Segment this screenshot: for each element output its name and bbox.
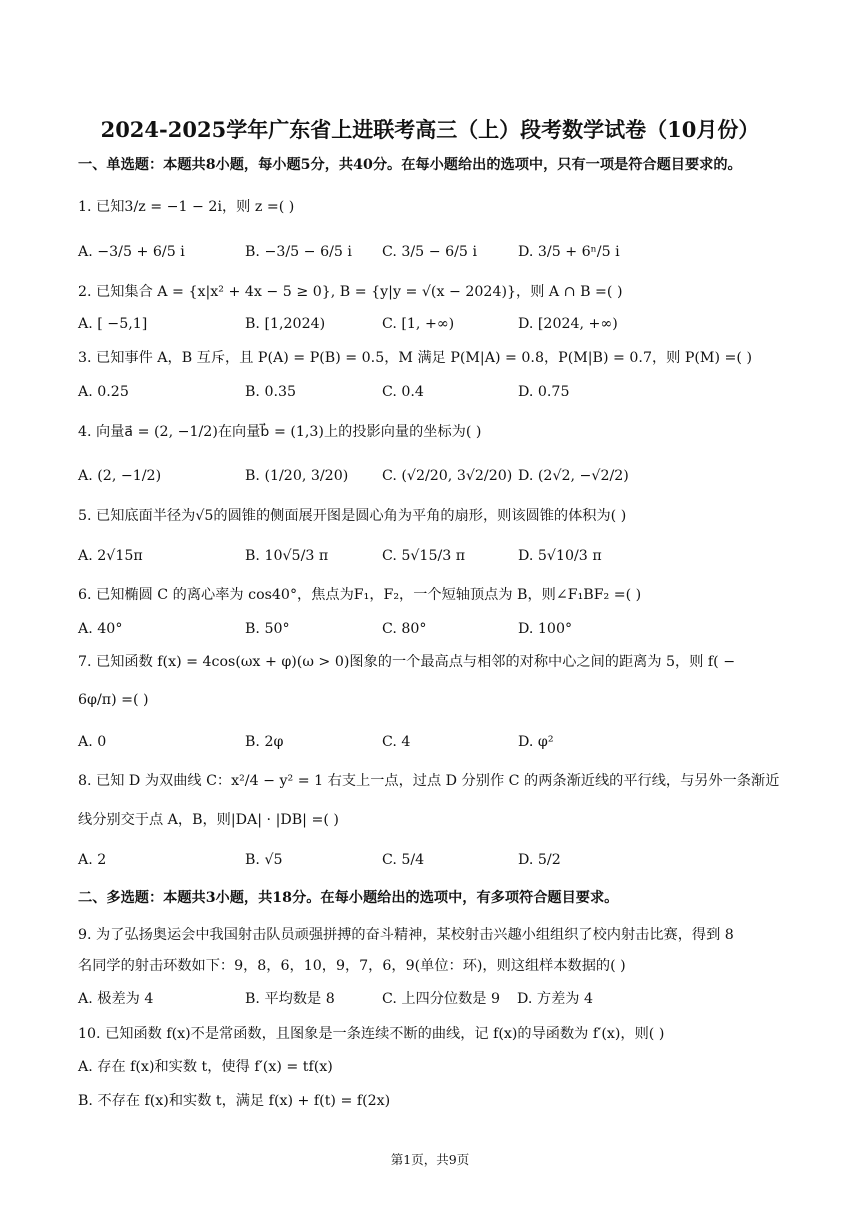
option-a: A. 存在 f(x)和实数 t，使得 f′(x) = tf(x) xyxy=(78,1059,333,1075)
option-a: A. (2, −1/2) xyxy=(78,468,162,484)
option-d: D. [2024, +∞) xyxy=(518,316,618,332)
option-c: C. [1, +∞) xyxy=(382,316,455,332)
option-b: B. 0.35 xyxy=(245,384,297,400)
option-a: A. [ −5,1] xyxy=(78,316,148,332)
option-b: B. 不存在 f(x)和实数 t，满足 f(x) + f(t) = f(2x) xyxy=(78,1093,391,1109)
question-stem: 4. 向量a⃗ = (2, −1/2)在向量b⃗ = (1,3)上的投影向量的坐标为( ) xyxy=(78,424,482,440)
option-d: D. 方差为 4 xyxy=(517,991,593,1007)
question-stem-continued: 名同学的射击环数如下：9，8，6，10，9，7，6，9(单位：环)，则这组样本数据的( ) xyxy=(78,958,626,974)
option-b: B. 50° xyxy=(245,621,290,637)
option-b: B. 平均数是 8 xyxy=(245,991,335,1007)
option-b: B. −3/5 − 6/5 i xyxy=(245,244,352,260)
question-stem: 6. 已知椭圆 C 的离心率为 cos40°，焦点为F₁，F₂，一个短轴顶点为 B，则∠F₁BF₂ =( ) xyxy=(78,587,642,603)
option-d: D. 0.75 xyxy=(518,384,570,400)
question-stem: 2. 已知集合 A = {x|x² + 4x − 5 ≥ 0}, B = {y|y = √(x − 2024)}，则 A ∩ B =( ) xyxy=(78,284,623,300)
question-stem: 1. 已知3/z = −1 − 2i，则 z =( ) xyxy=(78,199,295,215)
option-b: B. (1/20, 3/20) xyxy=(245,468,349,484)
question-stem: 7. 已知函数 f(x) = 4cos(ωx + φ)(ω > 0)图象的一个最高点与相邻的对称中心之间的距离为 5，则 f( − xyxy=(78,654,736,670)
question-stem: 10. 已知函数 f(x)不是常函数，且图象是一条连续不断的曲线，记 f(x)的导函数为 f′(x)，则( ) xyxy=(78,1026,665,1042)
option-a: A. 2 xyxy=(78,852,107,868)
option-a: A. 极差为 4 xyxy=(78,991,154,1007)
option-a: A. 0 xyxy=(78,734,107,750)
option-c: C. 0.4 xyxy=(382,384,424,400)
option-c: C. 5√15/3 π xyxy=(382,548,466,564)
option-a: A. 2√15π xyxy=(78,548,143,564)
option-c: C. (√2/20, 3√2/20) xyxy=(382,468,513,484)
option-d: D. 100° xyxy=(518,621,573,637)
option-c: C. 80° xyxy=(382,621,427,637)
question-stem: 9. 为了弘扬奥运会中我国射击队员顽强拼搏的奋斗精神，某校射击兴趣小组组织了校内射击比赛，得到 8 xyxy=(78,927,734,943)
option-c: C. 3/5 − 6/5 i xyxy=(382,244,477,260)
option-b: B. [1,2024) xyxy=(245,316,326,332)
section-multiple-choice: 二、多选题：本题共3小题，共18分。在每小题给出的选项中，有多项符合题目要求。 xyxy=(78,890,619,906)
option-c: C. 4 xyxy=(382,734,411,750)
option-d: D. φ² xyxy=(518,734,554,750)
exam-title: 2024-2025学年广东省上进联考高三（上）段考数学试卷（10月份） xyxy=(100,117,760,142)
option-d: D. 5/2 xyxy=(518,852,561,868)
question-stem: 3. 已知事件 A，B 互斥，且 P(A) = P(B) = 0.5，M 满足 P(M|A) = 0.8，P(M|B) = 0.7，则 P(M) =( ) xyxy=(78,350,752,366)
page-footer: 第1页，共9页 xyxy=(390,1152,470,1167)
option-d: D. 3/5 + 6ⁿ/5 i xyxy=(518,244,620,260)
option-d: D. 5√10/3 π xyxy=(518,548,602,564)
question-stem: 5. 已知底面半径为√5的圆锥的侧面展开图是圆心角为平角的扇形，则该圆锥的体积为( ) xyxy=(78,508,627,524)
option-a: A. 40° xyxy=(78,621,123,637)
option-c: C. 上四分位数是 9 xyxy=(382,991,501,1007)
option-d: D. (2√2, −√2/2) xyxy=(518,468,629,484)
question-stem-continued: 6φ/π) =( ) xyxy=(78,692,149,708)
question-stem: 8. 已知 D 为双曲线 C：x²/4 − y² = 1 右支上一点，过点 D 分别作 C 的两条渐近线的平行线，与另外一条渐近 xyxy=(78,773,780,789)
section-single-choice: 一、单选题：本题共8小题，每小题5分，共40分。在每小题给出的选项中，只有一项是符合题目要求的。 xyxy=(78,157,742,173)
option-c: C. 5/4 xyxy=(382,852,425,868)
option-b: B. 10√5/3 π xyxy=(245,548,329,564)
option-a: A. 0.25 xyxy=(78,384,129,400)
question-stem-continued: 线分别交于点 A，B，则|DA| · |DB| =( ) xyxy=(78,812,339,828)
option-b: B. √5 xyxy=(245,852,283,868)
option-a: A. −3/5 + 6/5 i xyxy=(78,244,185,260)
option-b: B. 2φ xyxy=(245,734,284,750)
